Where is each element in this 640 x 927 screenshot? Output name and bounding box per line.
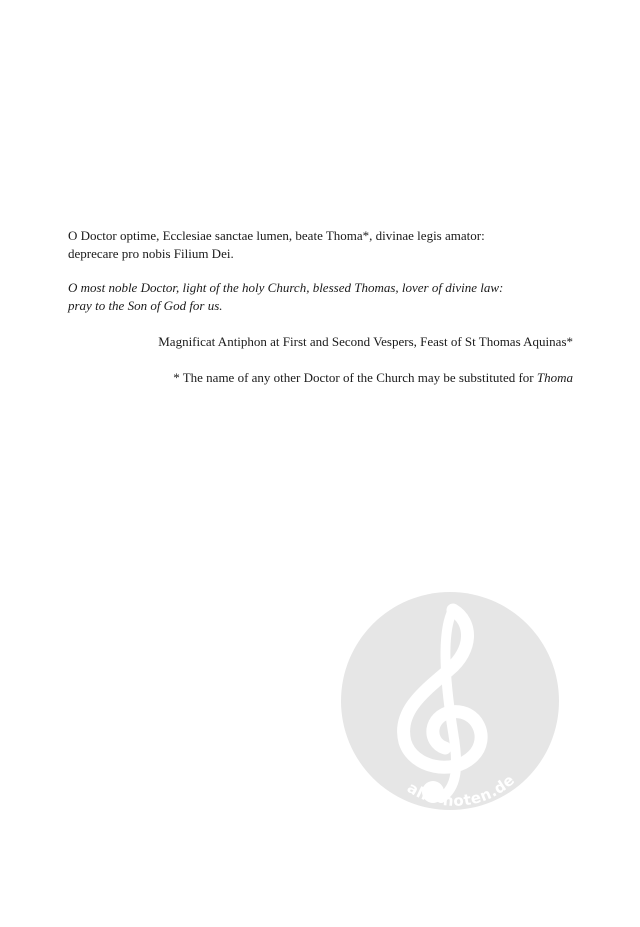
english-line-1: O most noble Doctor, light of the holy Church, blessed Thomas, lover of divine law: [68,280,504,295]
source-attribution: Magnificat Antiphon at First and Second Vespers, Feast of St Thomas Aquinas* [158,334,573,349]
footnote [173,369,573,386]
latin-line-2: deprecare pro nobis Filium Dei. [68,245,234,261]
latin-line-1: O Doctor optime, Ecclesiae sanctae lumen, beate Thoma*, divinae legis amator: [68,228,485,243]
footnote-italic-word: Thoma [536,370,573,385]
watermark-logo [341,592,559,810]
treble-clef-icon [341,592,559,810]
english-translation [68,279,588,314]
watermark-text: alle-noten.de [404,770,519,810]
footnote-text: * The name of any other Doctor of the Church may be substituted for [173,370,537,385]
english-line-2: pray to the Son of God for us. [68,297,223,313]
latin-antiphon [68,227,588,262]
